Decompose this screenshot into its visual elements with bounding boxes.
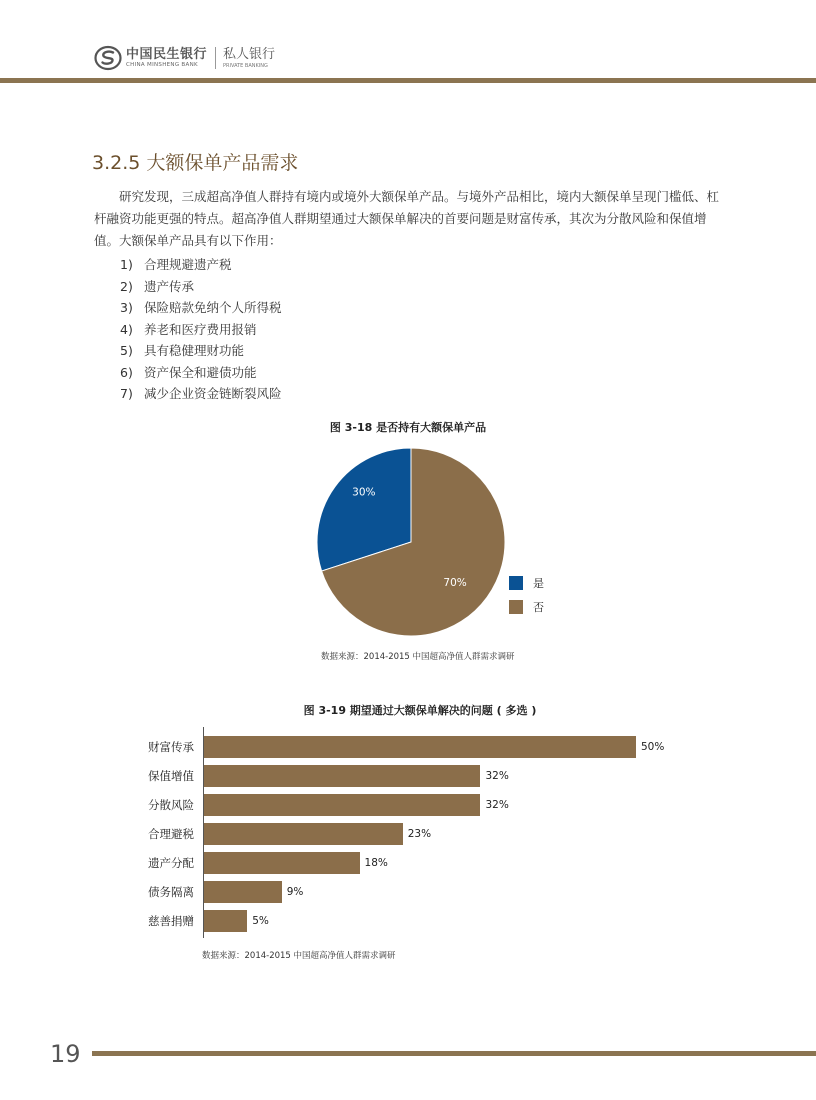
bar-category-label: 财富传承 (148, 740, 194, 754)
list-item: 2) 遗产传承 (120, 278, 195, 294)
bar-category-label: 保值增值 (148, 769, 194, 783)
bank-name-en: CHINA MINSHENG BANK (126, 61, 198, 68)
page-number: 19 (50, 1040, 81, 1068)
bar-chart-title: 图 3-19 期望通过大额保单解决的问题 ( 多选 ) (303, 704, 537, 717)
bar-category-label: 遗产分配 (148, 856, 194, 870)
bar-value-label: 50% (641, 741, 665, 753)
division-name-en: PRIVATE BANKING (223, 62, 268, 69)
legend-swatch-no (509, 600, 523, 614)
bar-row (0, 852, 816, 874)
bar-chart-source: 数据来源：2014-2015 中国超高净值人群需求调研 (202, 951, 396, 961)
bar (204, 736, 636, 758)
list-item: 3) 保险赔款免纳个人所得税 (120, 300, 282, 315)
legend-swatch-yes (509, 576, 523, 590)
logo-divider (215, 47, 216, 69)
bar-row (0, 910, 816, 932)
minsheng-logo-icon (94, 44, 122, 72)
bar (204, 852, 360, 874)
bar-value-label: 9% (286, 886, 304, 898)
bar-row (0, 794, 816, 816)
pie-chart-source: 数据来源：2014-2015 中国超高净值人群需求调研 (321, 652, 515, 662)
section-title: 3.2.5 大额保单产品需求 (92, 152, 299, 174)
bar-value-label: 23% (407, 828, 432, 840)
pie-chart-svg (310, 440, 520, 650)
list-item: 1) 合理规避遗产税 (120, 257, 232, 272)
bar-row (0, 881, 816, 903)
legend-item-yes (509, 571, 544, 595)
bar-category-label: 合理避税 (148, 827, 194, 841)
bar (204, 765, 480, 787)
bar-value-label: 32% (485, 770, 509, 782)
bar (204, 881, 282, 903)
pie-chart (310, 440, 520, 650)
list-item: 4) 养老和医疗费用报销 (120, 321, 257, 337)
pie-chart-title: 图 3-18 是否持有大额保单产品 (329, 421, 487, 434)
benefit-list (120, 254, 282, 405)
legend-label-yes: 是 (533, 577, 544, 590)
bar-value-label: 5% (252, 915, 269, 927)
bar (204, 794, 480, 816)
bank-logo (94, 44, 275, 72)
legend-label-no: 否 (533, 601, 544, 614)
bar-value-label: 18% (364, 857, 388, 869)
list-item: 6) 资产保全和避债功能 (120, 364, 257, 380)
pie-label-yes: 30% (352, 486, 376, 499)
bar-category-label: 债务隔离 (148, 885, 194, 899)
bar-category-label: 慈善捐赠 (148, 914, 194, 928)
bar-row (0, 765, 816, 787)
section-paragraph: 研究发现，三成超高净值人群持有境内或境外大额保单产品。与境外产品相比，境内大额保单呈现门槛低、杠杆融资功能更强的特点。超高净值人群期望通过大额保单解决的首要问题是财富传承，其次为分散风险和保值增值。大额保单产品具有以下作用： (94, 189, 720, 248)
pie-label-no: 70% (443, 577, 467, 590)
division-name-cn: 私人银行 (223, 46, 276, 62)
bar-row (0, 823, 816, 845)
list-item: 7) 减少企业资金链断裂风险 (120, 386, 282, 401)
bar (204, 823, 403, 845)
list-item: 5) 具有稳健理财功能 (120, 343, 245, 358)
footer-rule (92, 1051, 816, 1056)
bar-row (0, 736, 816, 758)
header-rule (0, 78, 816, 83)
bar-value-label: 32% (485, 799, 509, 811)
bar-category-label: 分散风险 (148, 798, 194, 812)
bar-chart-axis (203, 727, 204, 938)
pie-legend (509, 571, 544, 619)
bank-name-cn: 中国民生银行 (126, 46, 208, 62)
bar (204, 910, 247, 932)
page-header (0, 0, 816, 84)
legend-item-no (509, 595, 544, 619)
